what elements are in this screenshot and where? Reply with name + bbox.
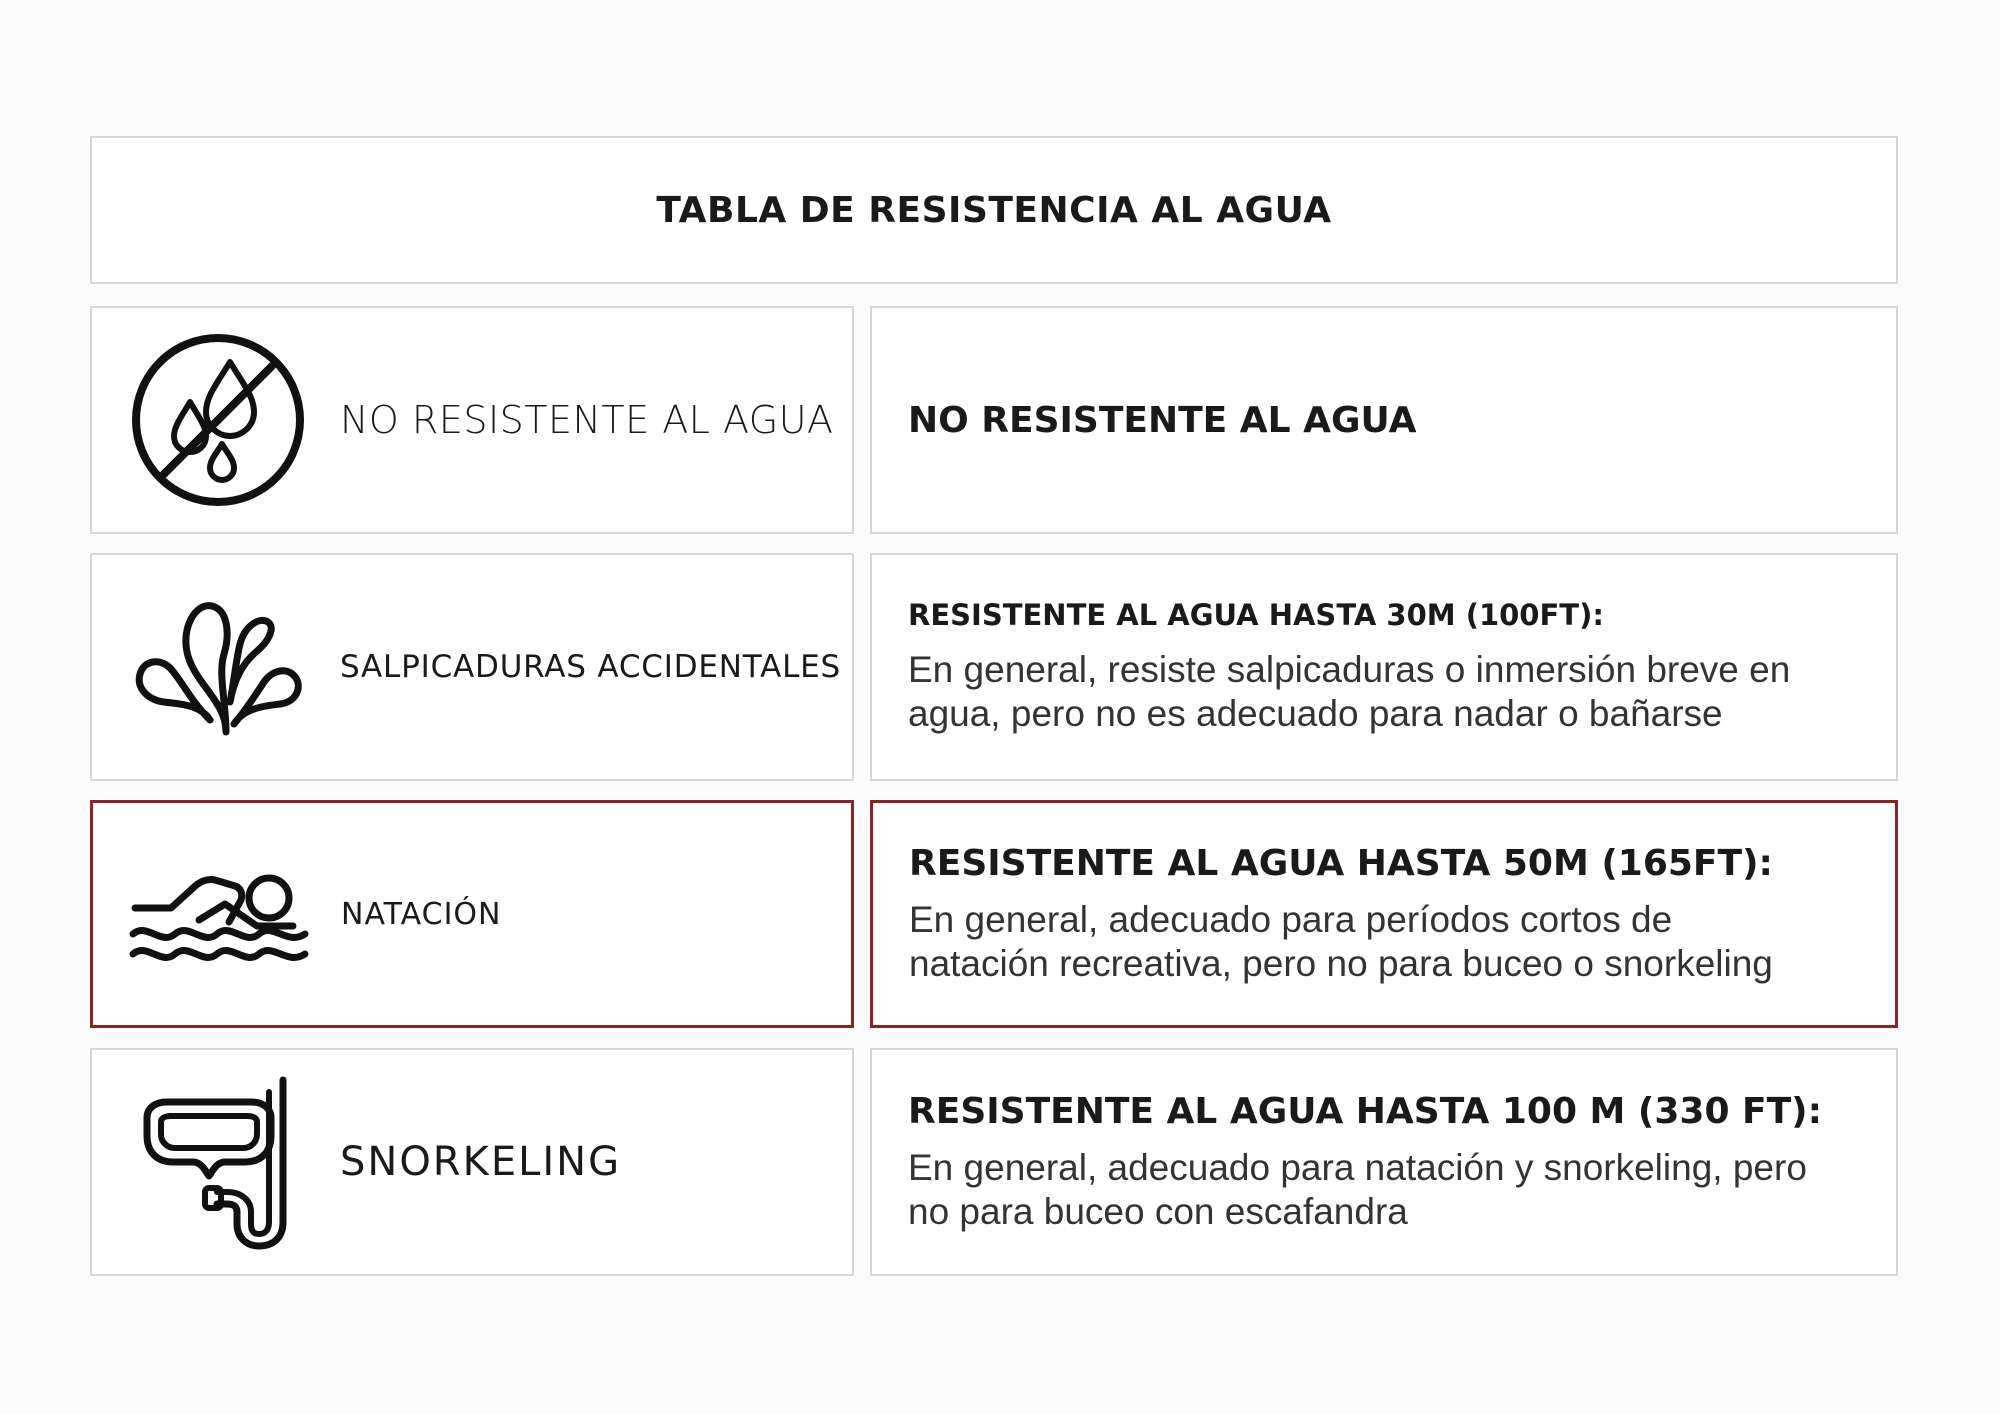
row-2-heading: RESISTENTE AL AGUA HASTA 30M (100FT): (908, 598, 1604, 632)
table-title: TABLA DE RESISTENCIA AL AGUA (656, 189, 1332, 231)
row-3-description-line-1: En general, adecuado para períodos cortos de (909, 898, 1673, 940)
row-1-heading: NO RESISTENTE AL AGUA (908, 399, 1417, 441)
row-2-description-line-1: En general, resiste salpicaduras o inmersión breve en (908, 649, 1791, 690)
row-4-left-cell (90, 1048, 854, 1276)
swimmer-icon (129, 824, 309, 1004)
snorkel-mask-icon (128, 1072, 308, 1252)
splash-icon (128, 577, 308, 757)
row-3-right-cell (870, 800, 1898, 1028)
row-3-description-line-2: natación recreativa, pero no para buceo o snorkeling (909, 942, 1773, 984)
row-4-label: SNORKELING (340, 1139, 622, 1185)
row-2-label: SALPICADURAS ACCIDENTALES (340, 649, 842, 685)
row-4-description-line-1: En general, adecuado para natación y snorkeling, pero (908, 1146, 1807, 1188)
row-4-description-line-2: no para buceo con escafandra (908, 1190, 1408, 1232)
row-4-right-cell (870, 1048, 1898, 1276)
title-box (90, 136, 1898, 284)
row-2-description-line-2: agua, pero no es adecuado para nadar o bañarse (908, 693, 1723, 734)
row-4-heading: RESISTENTE AL AGUA HASTA 100 M (330 FT): (908, 1090, 1823, 1132)
row-2-left-cell (90, 553, 854, 781)
no-water-icon (128, 330, 308, 510)
row-2-right-cell (870, 553, 1898, 781)
row-3-heading: RESISTENTE AL AGUA HASTA 50M (165FT): (909, 842, 1773, 884)
row-3-left-cell (90, 800, 854, 1028)
row-3-label: NATACIÓN (341, 896, 502, 932)
row-1-left-cell (90, 306, 854, 534)
row-1-label: NO RESISTENTE AL AGUA (340, 398, 834, 442)
row-1-right-cell (870, 306, 1898, 534)
